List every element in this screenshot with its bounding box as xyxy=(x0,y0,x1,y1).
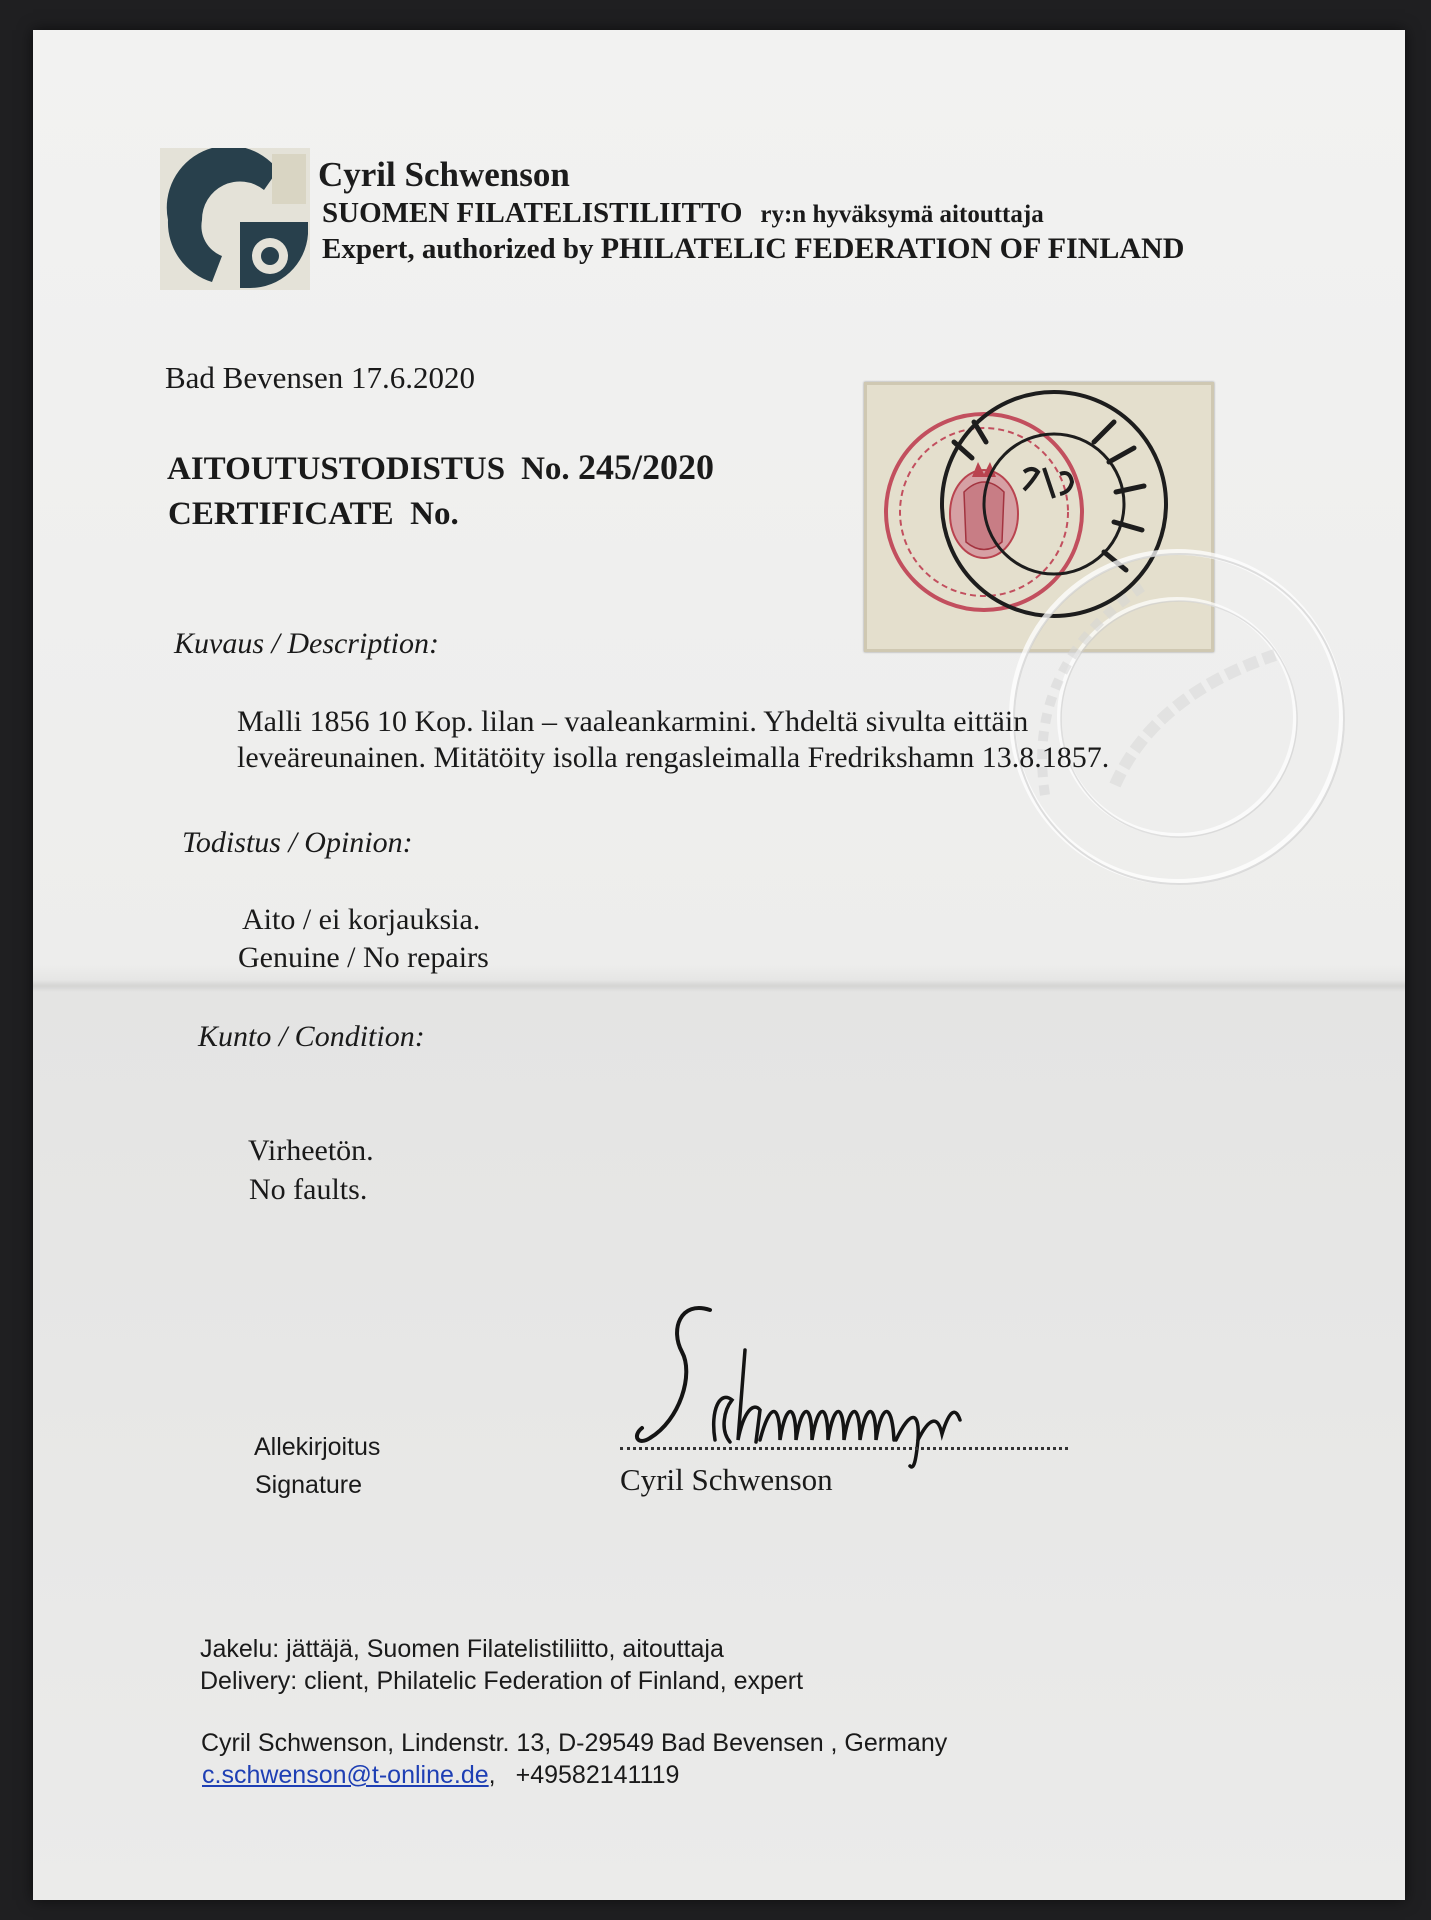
description-line-1: Malli 1856 10 Kop. lilan – vaaleankarmini. Yhdeltä sivulta eittäin xyxy=(237,705,1029,738)
title-en-no: No. xyxy=(410,496,459,532)
federation-logo-icon xyxy=(160,148,310,290)
certificate-number: 245/2020 xyxy=(577,447,714,487)
email-link[interactable]: c.schwenson@t-online.de xyxy=(202,1761,489,1789)
condition-line-1: Virheetön. xyxy=(248,1134,374,1167)
number-prefix: No. xyxy=(521,451,570,487)
description-heading: Kuvaus / Description: xyxy=(174,627,439,660)
federation-fi: SUOMEN FILATELISTILIITTO xyxy=(322,197,743,229)
signature-label-en: Signature xyxy=(255,1471,363,1499)
signature-line xyxy=(620,1447,1068,1450)
opinion-line-2: Genuine / No repairs xyxy=(238,941,489,974)
description-line-2: leveäreunainen. Mitätöity isolla rengasleimalla Fredrikshamn 13.8.1857. xyxy=(237,741,1110,774)
opinion-heading: Todistus / Opinion: xyxy=(182,826,413,859)
approved-fi: ry:n hyväksymä aitouttaja xyxy=(760,201,1044,228)
email-separator: , xyxy=(488,1761,496,1789)
expert-name: Cyril Schwenson xyxy=(318,155,570,194)
opinion-line-1: Aito / ei korjauksia. xyxy=(242,903,481,936)
paper-fold xyxy=(33,980,1405,992)
distribution-fi: Jakelu: jättäjä, Suomen Filatelistiliitto, aitouttaja xyxy=(200,1635,724,1663)
handwritten-signature xyxy=(620,1290,1000,1470)
phone: +49582141119 xyxy=(515,1761,680,1789)
condition-heading: Kunto / Condition: xyxy=(198,1020,425,1053)
federation-line xyxy=(322,197,1044,230)
address: Cyril Schwenson, Lindenstr. 13, D-29549 Bad Bevensen , Germany xyxy=(201,1729,948,1757)
expert-line xyxy=(322,232,1184,266)
certificate-title-fi xyxy=(167,446,714,488)
place-date: Bad Bevensen 17.6.2020 xyxy=(165,360,475,395)
expert-prefix: Expert, authorized by xyxy=(322,233,594,265)
signature-label-fi: Allekirjoitus xyxy=(254,1433,381,1461)
federation-en: PHILATELIC FEDERATION OF FINLAND xyxy=(600,232,1185,265)
embossed-seal xyxy=(1005,545,1350,890)
title-en: CERTIFICATE xyxy=(168,496,394,532)
title-fi: AITOUTUSTODISTUS xyxy=(167,451,506,487)
condition-line-2: No faults. xyxy=(249,1173,368,1206)
signer-name: Cyril Schwenson xyxy=(620,1462,833,1497)
contact-line xyxy=(202,1761,679,1790)
certificate-title-en xyxy=(168,496,459,533)
distribution-en: Delivery: client, Philatelic Federation of Finland, expert xyxy=(200,1667,804,1695)
